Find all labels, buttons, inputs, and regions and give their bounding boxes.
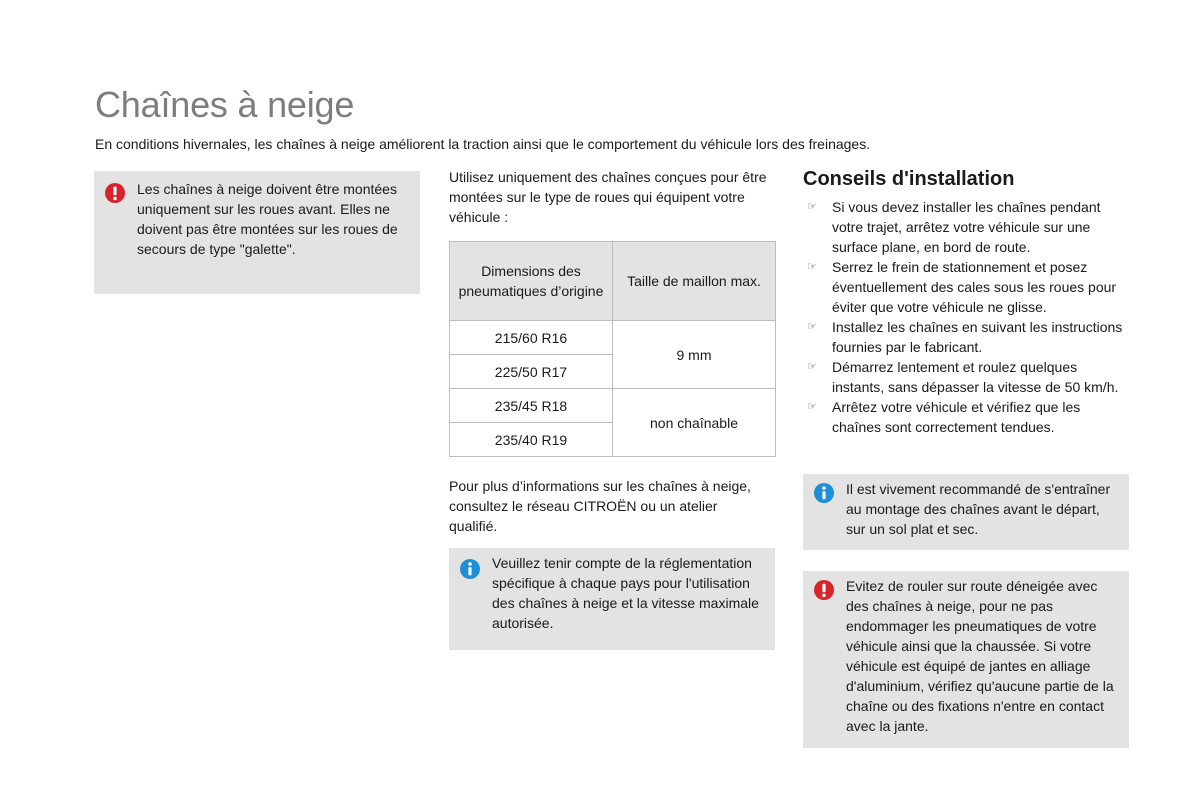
warning-icon (814, 580, 834, 600)
installation-steps-list (803, 197, 1133, 437)
info-text: Veuillez tenir compte de la réglementation spécifique à chaque pays pour l'utilisation des chaînes à neige et la vitesse maximale autorisée. (492, 555, 759, 631)
usage-text: Utilisez uniquement des chaînes conçues pour être montées sur le type de roues qui équipent votre véhicule : (449, 169, 767, 225)
info-icon (460, 559, 480, 579)
list-item-text: Démarrez lentement et roulez quelques instants, sans dépasser la vitesse de 50 km/h. (832, 359, 1119, 395)
list-item (803, 357, 1133, 397)
list-item-text: Si vous devez installer les chaînes pendant votre trajet, arrêtez votre véhicule sur une surface plane, en bord de route. (832, 199, 1101, 255)
pointing-hand-icon: ☞ (807, 321, 817, 333)
warning-text: Les chaînes à neige doivent être montées uniquement sur les roues avant. Elles ne doivent pas être montées sur les roues de secours de type "galette". (137, 181, 398, 257)
tyre-size-cell: 225/50 R17 (450, 355, 613, 389)
warning-note-front-wheels (94, 171, 420, 294)
list-item (803, 257, 1133, 317)
link-size-cell: non chaînable (613, 389, 776, 457)
tyre-size-cell: 215/60 R16 (450, 321, 613, 355)
list-item-text: Installez les chaînes en suivant les instructions fournies par le fabricant. (832, 319, 1123, 355)
pointing-hand-icon: ☞ (807, 261, 817, 273)
more-info-text: Pour plus d’informations sur les chaînes à neige, consultez le réseau CITROËN ou un atelier qualifié. (449, 478, 751, 534)
tyre-size-cell: 235/45 R18 (450, 389, 613, 423)
intro-text: En conditions hivernales, les chaînes à neige améliorent la traction ainsi que le comportement du véhicule lors des freinages. (95, 136, 871, 152)
table-row (450, 321, 776, 355)
table-header-link-size: Taille de maillon max. (613, 242, 776, 321)
info-note-regulation (449, 548, 775, 650)
warning-text: Evitez de rouler sur route déneigée avec des chaînes à neige, pour ne pas endommager les pneumatiques de votre véhicule ainsi que la chaussée. Si votre véhicule est équipé de jantes en alliage d'aluminium, vérifiez qu'aucune partie de la chaîne ou des fixations n'entre en contact avec la jante. (846, 578, 1114, 734)
link-size-cell: 9 mm (613, 321, 776, 389)
page-title: Chaînes à neige (95, 84, 355, 125)
list-item-text: Serrez le frein de stationnement et posez éventuellement des cales sous les roues pour éviter que votre véhicule ne glisse. (832, 259, 1117, 315)
table-header-row (450, 242, 776, 321)
installation-heading: Conseils d'installation (803, 168, 1015, 190)
pointing-hand-icon: ☞ (807, 201, 817, 213)
table-header-tyre-dimensions: Dimensions des pneumatiques d’origine (450, 242, 613, 321)
pointing-hand-icon: ☞ (807, 361, 817, 373)
list-item-text: Arrêtez votre véhicule et vérifiez que les chaînes sont correctement tendues. (832, 399, 1081, 435)
warning-icon (105, 183, 125, 203)
pointing-hand-icon: ☞ (807, 401, 817, 413)
table-row (450, 389, 776, 423)
warning-note-snow-road (803, 571, 1129, 748)
list-item (803, 397, 1133, 437)
tyre-size-cell: 235/40 R19 (450, 423, 613, 457)
info-icon (814, 483, 834, 503)
list-item (803, 317, 1133, 357)
info-note-training (803, 474, 1129, 550)
info-text: Il est vivement recommandé de s'entraîner au montage des chaînes avant le départ, sur un sol plat et sec. (846, 481, 1111, 537)
list-item (803, 197, 1133, 257)
tyre-chain-table (449, 241, 776, 457)
